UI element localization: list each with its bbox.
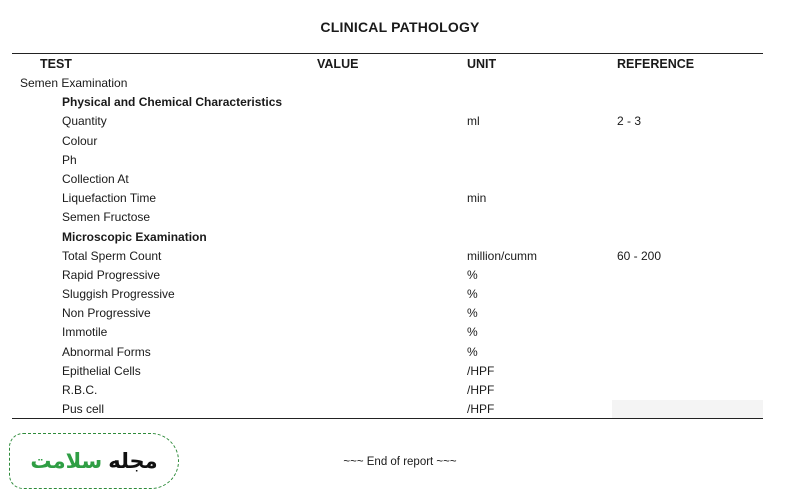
subheading-row xyxy=(0,92,800,111)
unit-cell: ml xyxy=(467,114,480,129)
subheading-row xyxy=(0,227,800,246)
unit-cell: % xyxy=(467,287,478,302)
logo-word-1: مجله xyxy=(108,449,158,473)
column-header-test: TEST xyxy=(40,57,72,71)
table-row xyxy=(0,246,800,265)
unit-cell: million/cumm xyxy=(467,248,538,263)
table-row xyxy=(0,131,800,150)
test-cell: Colour xyxy=(62,133,98,148)
test-cell: Immotile xyxy=(62,325,108,340)
table-row xyxy=(0,207,800,226)
test-cell: Liquefaction Time xyxy=(62,191,157,206)
unit-cell: % xyxy=(467,306,478,321)
end-of-report: ~~~ End of report ~~~ xyxy=(343,456,457,468)
table-row xyxy=(0,284,800,303)
test-cell: Collection At xyxy=(62,171,129,186)
test-cell: Semen Fructose xyxy=(62,210,151,225)
test-cell: Total Sperm Count xyxy=(62,248,162,263)
table-row xyxy=(0,399,800,418)
table-row xyxy=(0,342,800,361)
table-bottom-rule xyxy=(12,418,763,419)
report-title: CLINICAL PATHOLOGY xyxy=(320,19,480,35)
test-cell: Pus cell xyxy=(62,402,105,417)
table-row xyxy=(0,303,800,322)
unit-cell: /HPF xyxy=(467,402,495,417)
table-row xyxy=(0,322,800,341)
test-cell: R.B.C. xyxy=(62,383,98,397)
test-cell: Abnormal Forms xyxy=(62,344,151,359)
column-header-reference: REFERENCE xyxy=(617,57,695,71)
table-row xyxy=(0,380,800,399)
test-cell: Physical and Chemical Characteristics xyxy=(62,95,283,110)
test-cell: Non Progressive xyxy=(62,306,151,321)
table-top-rule xyxy=(12,53,763,54)
test-cell: Epithelial Cells xyxy=(62,363,141,378)
test-cell: Sluggish Progressive xyxy=(62,287,175,302)
unit-cell: % xyxy=(467,325,478,340)
test-cell: Quantity xyxy=(62,114,107,129)
logo-word-2: سلامت xyxy=(30,449,103,473)
table-row xyxy=(0,265,800,284)
section-row xyxy=(0,73,800,92)
unit-cell: /HPF xyxy=(467,383,495,397)
unit-cell: % xyxy=(467,267,478,282)
table-row xyxy=(0,150,800,169)
reference-cell: 60 - 200 xyxy=(617,248,662,263)
magazine-logo xyxy=(9,433,179,489)
table-row xyxy=(0,188,800,207)
test-cell: Microscopic Examination xyxy=(62,229,207,244)
unit-cell: /HPF xyxy=(467,363,495,378)
table-row xyxy=(0,169,800,188)
column-header-value: VALUE xyxy=(317,57,359,71)
reference-cell: 2 - 3 xyxy=(617,114,642,129)
table-row xyxy=(0,361,800,380)
test-cell: Semen Examination xyxy=(20,76,128,90)
unit-cell: min xyxy=(467,191,487,206)
test-cell: Ph xyxy=(62,152,77,167)
results-table xyxy=(0,73,800,418)
unit-cell: % xyxy=(467,344,478,359)
column-header-unit: UNIT xyxy=(467,57,497,71)
test-cell: Rapid Progressive xyxy=(62,267,161,282)
table-row xyxy=(0,111,800,130)
